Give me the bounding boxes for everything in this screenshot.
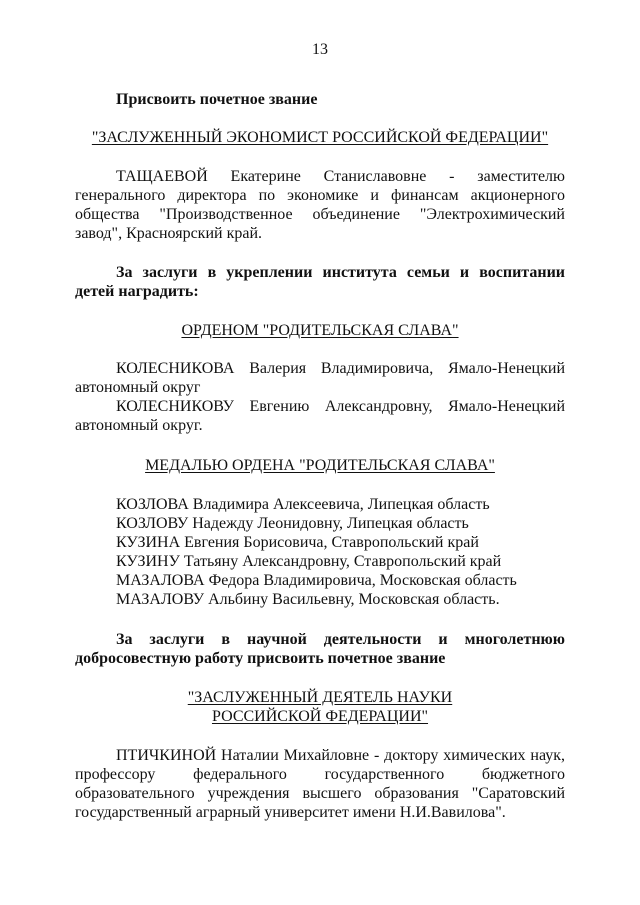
list-item: МАЗАЛОВА Федора Владимировича, Московская область	[116, 572, 517, 589]
recipient-paragraph: КОЛЕСНИКОВУ Евгению Александровну, Ямало-Ненецкий автономный округ.	[75, 398, 565, 434]
recipient-list	[75, 495, 565, 609]
list-item: КУЗИНА Евгения Борисовича, Ставропольский край	[116, 534, 479, 551]
list-item: МАЗАЛОВУ Альбину Васильевну, Московская область.	[116, 591, 500, 608]
award-title-line: "ЗАСЛУЖЕННЫЙ ДЕЯТЕЛЬ НАУКИ	[187, 689, 453, 706]
recipient-paragraph: ПТИЧКИНОЙ Наталии Михайловне - доктору химических наук, профессору федерального государственного бюджетного образовательного учреждения высшего образования "Саратовский государственный аграрный университет имени Н.И.Вавилова".	[75, 747, 565, 821]
award-title: "ЗАСЛУЖЕННЫЙ ЭКОНОМИСТ РОССИЙСКОЙ ФЕДЕРАЦИИ"	[91, 129, 549, 146]
recipient-list	[75, 359, 565, 435]
award-title: ОРДЕНОМ "РОДИТЕЛЬСКАЯ СЛАВА"	[181, 322, 459, 339]
award-title: МЕДАЛЬЮ ОРДЕНА "РОДИТЕЛЬСКАЯ СЛАВА"	[145, 457, 495, 474]
section-heading: За заслуги в научной деятельности и многолетнюю добросовестную работу присвоить почетное звание	[75, 631, 565, 667]
award-title-block	[75, 688, 565, 726]
award-title-line: РОССИЙСКОЙ ФЕДЕРАЦИИ"	[211, 708, 429, 725]
list-item: КОЗЛОВА Владимира Алексеевича, Липецкая область	[116, 496, 490, 513]
list-item: КОЗЛОВУ Надежду Леонидовну, Липецкая область	[116, 515, 469, 532]
recipient-paragraph: ТАЩАЕВОЙ Екатерине Станиславовне - заместителю генерального директора по экономике и финансам акционерного общества "Производственное объединение "Электрохимический завод", Красноярский край.	[75, 168, 565, 242]
section-heading: Присвоить почетное звание	[116, 91, 318, 108]
page-number: 13	[312, 41, 328, 58]
list-item: КУЗИНУ Татьяну Александровну, Ставропольский край	[116, 553, 502, 570]
recipient-paragraph: КОЛЕСНИКОВА Валерия Владимировича, Ямало-Ненецкий автономный округ	[75, 360, 565, 396]
section-heading: За заслуги в укреплении института семьи и воспитании детей наградить:	[75, 264, 565, 300]
